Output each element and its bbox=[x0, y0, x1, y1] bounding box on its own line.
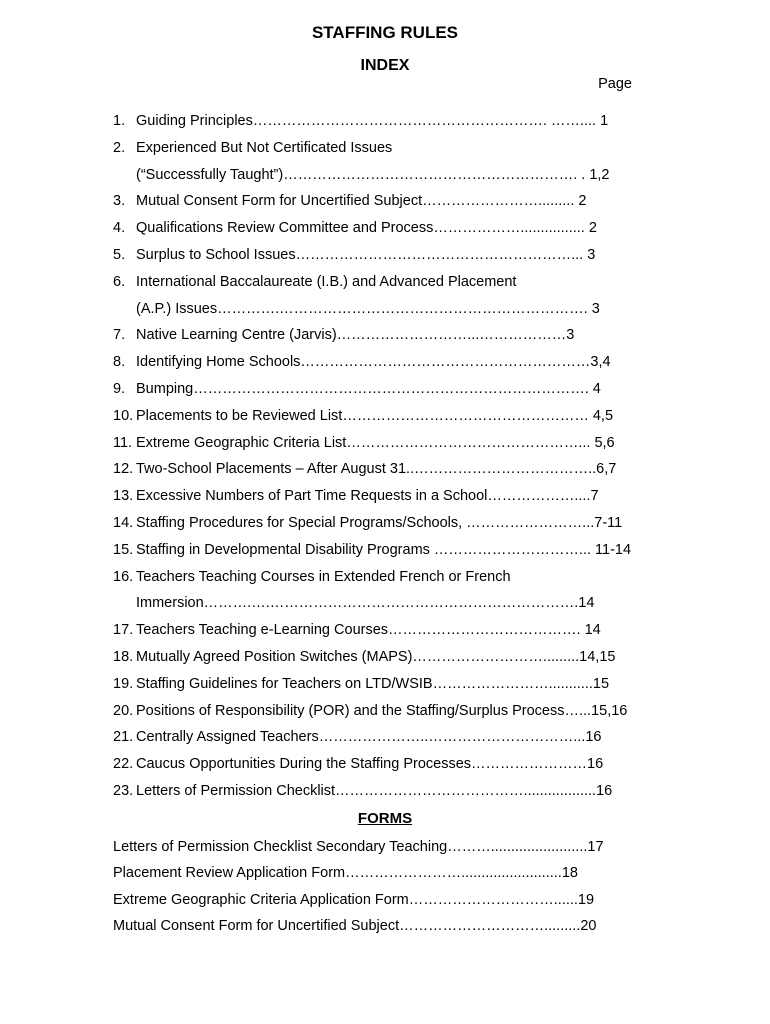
index-entry-text: Centrally Assigned Teachers…………………..…………………………...16 bbox=[136, 729, 602, 746]
index-entry-number: 2. bbox=[113, 139, 126, 156]
form-entry-text: Mutual Consent Form for Uncertified Subject………………………….........20 bbox=[113, 917, 597, 934]
index-entry-number: 19. bbox=[113, 675, 134, 692]
index-entry-line bbox=[0, 701, 770, 721]
index-heading: INDEX bbox=[360, 57, 410, 74]
index-entry-line bbox=[0, 513, 770, 533]
index-entry-text: Teachers Teaching e-Learning Courses…………………………………. 14 bbox=[136, 622, 601, 639]
index-entry-text: Staffing Guidelines for Teachers on LTD/WSIB……………………...........15 bbox=[136, 675, 610, 692]
index-entry-line bbox=[0, 567, 770, 587]
index-entry-line bbox=[0, 754, 770, 774]
index-entry-number: 16. bbox=[113, 568, 134, 585]
index-entry-line bbox=[0, 245, 770, 265]
index-entry-number: 7. bbox=[113, 327, 126, 344]
index-entry-line bbox=[0, 379, 770, 399]
index-entry-number: 15. bbox=[113, 541, 134, 558]
index-entry-line bbox=[0, 325, 770, 345]
index-entry-number: 1. bbox=[113, 113, 126, 129]
index-entry-number: 12. bbox=[113, 461, 134, 478]
index-entry-line bbox=[0, 727, 770, 747]
index-entry-text: Two-School Placements – After August 31..………………………………..6,7 bbox=[136, 461, 617, 478]
index-entry-number: 5. bbox=[113, 247, 126, 263]
index-entry-text: Mutually Agreed Position Switches (MAPS)……………………….........14,15 bbox=[136, 649, 616, 665]
index-entry-line bbox=[0, 433, 770, 453]
index-entry-line bbox=[0, 299, 770, 319]
index-entry-line bbox=[0, 459, 770, 479]
forms-heading: FORMS bbox=[357, 810, 413, 827]
index-entry-text: Staffing Procedures for Special Programs/Schools, ……………………...7-11 bbox=[136, 515, 623, 531]
index-entry-number: 14. bbox=[113, 515, 134, 531]
index-entry-line bbox=[0, 674, 770, 694]
form-entry-line bbox=[0, 916, 770, 936]
page-column-label: Page bbox=[598, 76, 632, 92]
index-entry-text: Immersion……….….……………………………………………………….14 bbox=[136, 595, 595, 612]
index-entry-text: Native Learning Centre (Jarvis)………………………...………………3 bbox=[136, 327, 575, 344]
index-entry-text: Experienced But Not Certificated Issues bbox=[136, 139, 393, 156]
index-entry-text: International Baccalaureate (I.B.) and Advanced Placement bbox=[136, 273, 517, 290]
index-entry-line bbox=[0, 191, 770, 211]
index-entry-line bbox=[0, 486, 770, 506]
index-entry-text: Mutual Consent Form for Uncertified Subject……………………......... 2 bbox=[136, 193, 587, 210]
form-entry-text: Letters of Permission Checklist Secondary Teaching………........................17 bbox=[113, 839, 604, 855]
form-entry-text: Placement Review Application Form…………………….........................18 bbox=[113, 865, 578, 882]
form-entry-text: Extreme Geographic Criteria Application Form…………………………......19 bbox=[113, 891, 595, 908]
form-entry-line bbox=[0, 863, 770, 883]
index-entry-number: 22. bbox=[113, 756, 134, 773]
index-entry-text: Positions of Responsibility (POR) and the Staffing/Surplus Process…...15,16 bbox=[136, 702, 628, 719]
form-entry-line bbox=[0, 890, 770, 910]
index-entry-text: (“Successfully Taught”)……………………………………………………. . 1,2 bbox=[136, 166, 610, 183]
index-entry-number: 8. bbox=[113, 354, 126, 371]
index-entry-line bbox=[0, 540, 770, 560]
index-entry-line bbox=[0, 647, 770, 667]
index-entry-text: Extreme Geographic Criteria List…………………………………………... 5,6 bbox=[136, 434, 615, 451]
index-entry-line bbox=[0, 272, 770, 292]
index-entry-text: Surplus to School Issues…………………………………………………... 3 bbox=[136, 247, 596, 263]
index-entry-number: 10. bbox=[113, 407, 134, 424]
index-entry-text: Guiding Principles……………………………………………………. …….... 1 bbox=[136, 113, 609, 129]
index-entry-number: 3. bbox=[113, 193, 126, 210]
index-entry-line bbox=[0, 352, 770, 372]
index-entry-text: Qualifications Review Committee and Process………………................ 2 bbox=[136, 220, 597, 237]
index-entry-number: 6. bbox=[113, 273, 126, 290]
index-entry-line bbox=[0, 165, 770, 185]
index-entry-line bbox=[0, 138, 770, 158]
index-entry-line bbox=[0, 593, 770, 613]
index-entry-line bbox=[0, 406, 770, 426]
document-title: STAFFING RULES bbox=[311, 23, 459, 42]
index-entry-text: Letters of Permission Checklist…………………………………..................16 bbox=[136, 783, 613, 799]
index-entry-text: (A.P.) Issues………….………………………………………………………. 3 bbox=[136, 300, 600, 317]
index-entry-line bbox=[0, 111, 770, 131]
index-entry-number: 11. bbox=[113, 434, 133, 451]
index-entry-line bbox=[0, 781, 770, 801]
index-entry-line bbox=[0, 620, 770, 640]
index-entry-text: Staffing in Developmental Disability Programs …………………………... 11-14 bbox=[136, 541, 632, 558]
index-entry-number: 4. bbox=[113, 220, 126, 237]
index-entry-text: Excessive Numbers of Part Time Requests in a School………………....7 bbox=[136, 488, 599, 505]
index-entry-text: Teachers Teaching Courses in Extended French or French bbox=[136, 568, 511, 585]
index-entry-number: 13. bbox=[113, 488, 134, 505]
index-entry-line bbox=[0, 218, 770, 238]
index-entry-number: 23. bbox=[113, 783, 134, 799]
index-entry-text: Placements to be Reviewed List…………………………………………… 4,5 bbox=[136, 407, 614, 424]
index-entry-number: 17. bbox=[113, 622, 134, 639]
index-entry-number: 9. bbox=[113, 381, 126, 397]
index-entry-number: 21. bbox=[113, 729, 134, 746]
form-entry-line bbox=[0, 837, 770, 857]
index-entry-number: 20. bbox=[113, 702, 134, 719]
index-entry-text: Bumping………………………………………………………………………. 4 bbox=[136, 381, 601, 397]
index-entry-number: 18. bbox=[113, 649, 134, 665]
index-entry-text: Identifying Home Schools……………………………………………………3,4 bbox=[136, 354, 611, 371]
index-entry-text: Caucus Opportunities During the Staffing Processes……………………16 bbox=[136, 756, 604, 773]
